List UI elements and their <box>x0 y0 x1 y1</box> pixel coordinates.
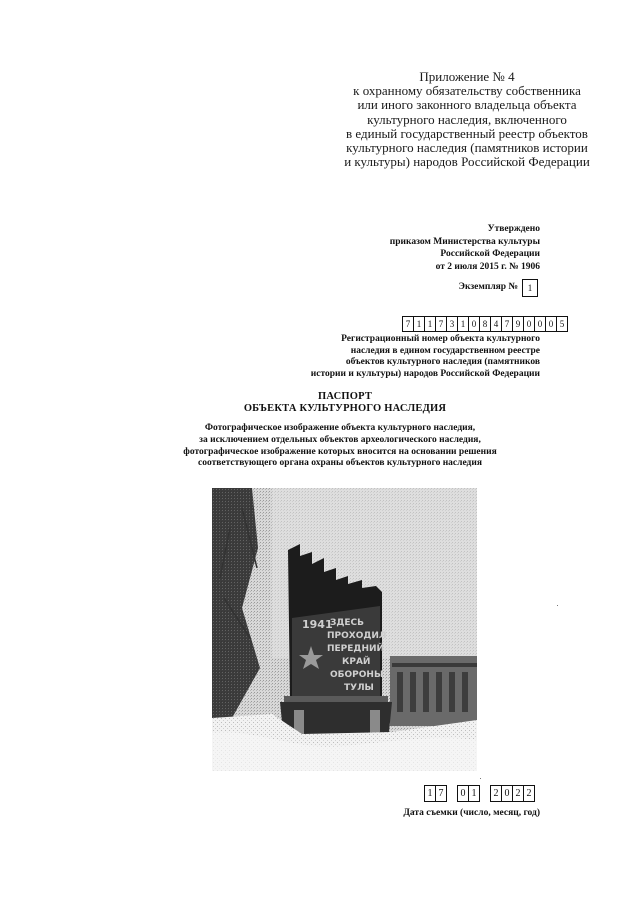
approval-line: Российской Федерации <box>440 249 540 260</box>
inscription-line: ПЕРЕДНИЙ <box>327 644 385 654</box>
reg-digit: 0 <box>545 316 557 332</box>
photo-caption-line: соответствующего органа охраны объектов культурного наследия <box>198 458 482 469</box>
approval-line: Утверждено <box>487 224 540 234</box>
inscription-line: ЗДЕСЬ <box>330 618 365 628</box>
inscription-line: ОБОРОНЫ <box>330 670 384 680</box>
photo-caption-line: фотографическое изображение которых вносится на основании решения <box>183 446 497 457</box>
registration-number <box>403 316 568 332</box>
date-digit: 0 <box>457 785 469 802</box>
approval-line: приказом Министерства культуры <box>389 236 540 247</box>
reg-digit: 0 <box>468 316 480 332</box>
appendix-line: или иного законного владельца объекта <box>357 97 577 113</box>
reg-digit: 7 <box>402 316 414 332</box>
date-digit: 7 <box>435 785 447 802</box>
date-digit: 2 <box>512 785 524 802</box>
inscription-line: ПРОХОДИЛ <box>327 631 387 641</box>
reg-digit: 1 <box>457 316 469 332</box>
reg-digit: 0 <box>523 316 535 332</box>
reg-digit: 4 <box>490 316 502 332</box>
date-digit: 2 <box>490 785 502 802</box>
title-line: ОБЪЕКТА КУЛЬТУРНОГО НАСЛЕДИЯ <box>243 403 447 414</box>
passport-title <box>200 391 490 415</box>
reg-caption-line: Регистрационный номер объекта культурного <box>341 334 540 344</box>
appendix-line: в единый государственный реестр объектов <box>346 125 588 141</box>
reg-digit: 5 <box>556 316 568 332</box>
reg-digit: 1 <box>413 316 425 332</box>
date-digit: 2 <box>523 785 535 802</box>
appendix-line: Приложение № 4 <box>419 69 515 84</box>
title-line: ПАСПОРТ <box>317 391 373 402</box>
photo-caption <box>180 423 500 470</box>
inscription-line: ТУЛЫ <box>344 683 374 693</box>
reg-digit: 8 <box>479 316 491 332</box>
date-digit: 1 <box>424 785 436 802</box>
appendix-line: культурного наследия, включенного <box>367 111 567 127</box>
date-day <box>425 785 447 803</box>
photo-caption-line: за исключением отдельных объектов археологического наследия, <box>199 434 481 445</box>
copy-number-row <box>430 279 540 297</box>
date-month <box>458 785 480 803</box>
copy-number-value: 1 <box>522 279 538 297</box>
date-digit: 1 <box>468 785 480 802</box>
date-digit: 0 <box>501 785 513 802</box>
monument-photo-image <box>212 488 477 771</box>
reg-digit: 3 <box>446 316 458 332</box>
scan-speck <box>557 605 558 606</box>
appendix-line: культурного наследия (памятников истории <box>346 140 588 156</box>
approval-block <box>360 223 540 273</box>
reg-caption-line: наследия в едином государственном реестре <box>350 345 540 356</box>
reg-digit: 7 <box>501 316 513 332</box>
monument-photo <box>212 488 477 771</box>
appendix-line: к охранному обязательству собственника <box>353 83 581 99</box>
inscription-line: 1941 <box>302 618 333 631</box>
scan-speck <box>480 778 481 779</box>
photo-date <box>425 785 535 803</box>
copy-number-label: Экземпляр № <box>458 282 518 292</box>
reg-digit: 7 <box>435 316 447 332</box>
reg-caption-line: истории и культуры) народов Российской Федерации <box>310 368 540 379</box>
approval-line: от 2 июля 2015 г. № 1906 <box>435 261 540 272</box>
inscription-line: КРАЙ <box>342 657 371 667</box>
reg-digit: 1 <box>424 316 436 332</box>
date-caption: Дата съемки (число, месяц, год) <box>403 808 540 818</box>
photo-caption-line: Фотографическое изображение объекта культурного наследия, <box>204 423 476 433</box>
reg-digit: 9 <box>512 316 524 332</box>
reg-digit: 0 <box>534 316 546 332</box>
appendix-header <box>336 70 598 169</box>
reg-caption-line: объектов культурного наследия (памятников <box>345 357 540 368</box>
appendix-line: и культуры) народов Российской Федерации <box>344 154 590 170</box>
registration-caption <box>300 334 540 380</box>
date-year <box>491 785 535 803</box>
copy-number-box <box>523 279 538 297</box>
